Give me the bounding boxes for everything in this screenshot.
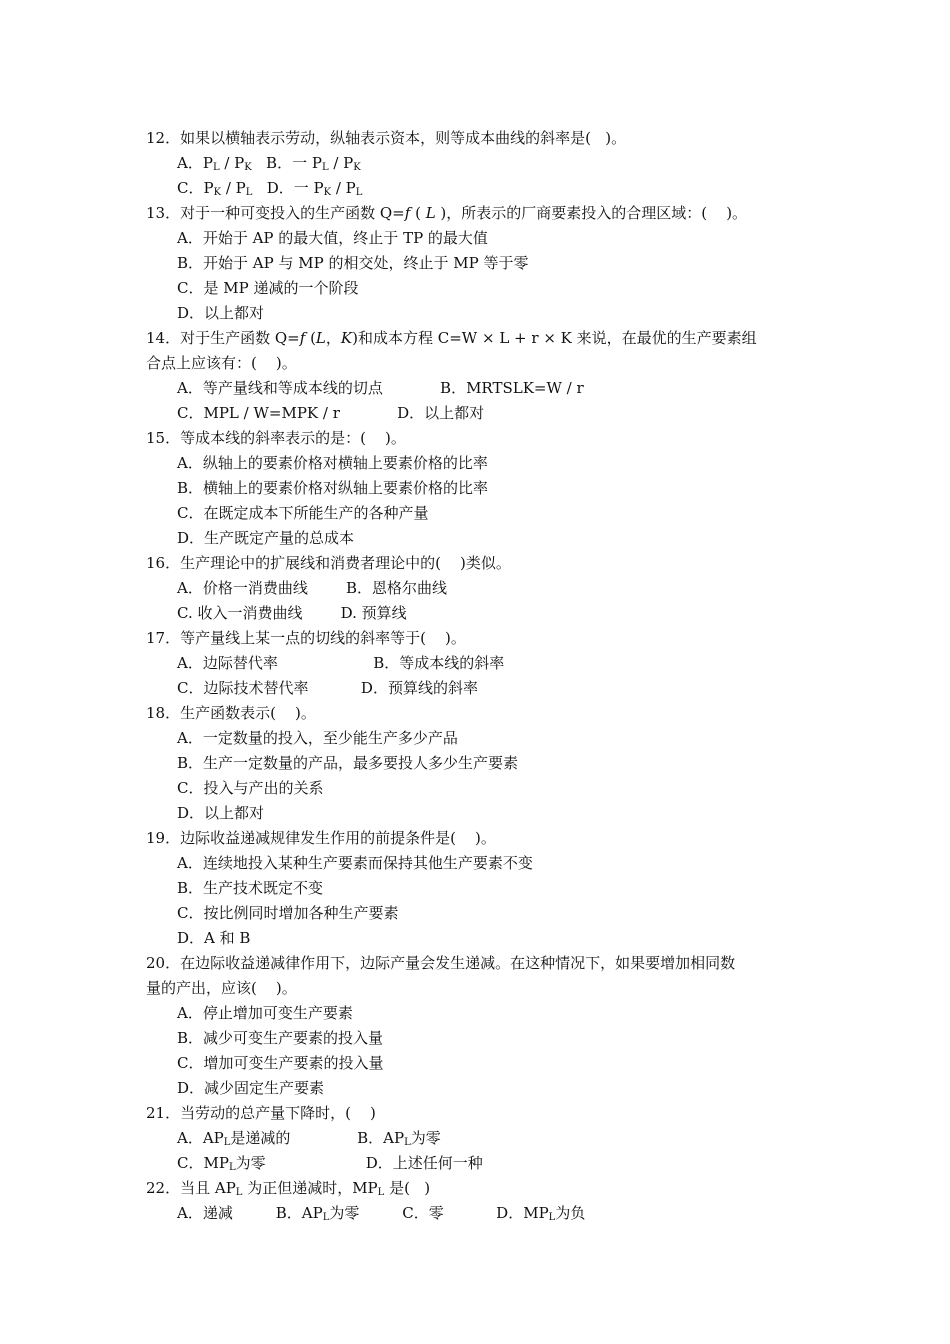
option-line: A．$P_L / P_K$ B．一 $P_L / P_K$ [177,154,361,173]
option-line: B．横轴上的要素价格对纵轴上要素价格的比率 [177,479,489,497]
option-line: C. 收入一消费曲线 D. 预算线 [177,604,407,622]
question-stem-continued: 量的产出，应该( )。 [146,979,297,997]
option-line: D．减少固定生产要素 [177,1079,325,1097]
question-stem: 18．生产函数表示( )。 [146,704,316,722]
option-line: C．边际技术替代率 D．预算线的斜率 [177,679,478,697]
option-line: C．增加可变生产要素的投入量 [177,1054,384,1072]
question-stem-continued: 合点上应该有：( )。 [146,354,297,372]
option-line: C．投入与产出的关系 [177,779,324,797]
option-line: A．边际替代率 B．等成本线的斜率 [177,654,505,672]
option-line: A．开始于 AP 的最大值，终止于 TP 的最大值 [177,229,488,247]
option-line: A．一定数量的投入，至少能生产多少产品 [177,729,458,747]
option-line: C．在既定成本下所能生产的各种产量 [177,504,429,522]
question-stem: 21．当劳动的总产量下降时，( ) [146,1104,376,1122]
option-line: A．连续地投入某种生产要素而保持其他生产要素不变 [177,854,533,872]
option-line: B．生产一定数量的产品，最多要投人多少生产要素 [177,754,519,772]
option-line: D．以上都对 [177,804,265,822]
option-line: B．减少可变生产要素的投入量 [177,1029,384,1047]
option-line: C．$P_K / P_L$ D．一 $P_K / P_L$ [177,179,363,198]
option-line: A．停止增加可变生产要素 [177,1004,353,1022]
option-line: A．$AP_L$是递减的 B．$AP_L$为零 [177,1129,441,1148]
question-stem: 19．边际收益递减规律发生作用的前提条件是( )。 [146,829,496,847]
option-line: C．MPL / W=MPK / r D．以上都对 [177,404,485,422]
option-line: A．递减 B．$AP_L$为零 C．零 D．$MP_L$为负 [177,1204,586,1223]
question-stem: 16．生产理论中的扩展线和消费者理论中的( )类似。 [146,554,511,572]
question-stem: 13．对于一种可变投入的生产函数 Q=f ( L )，所表示的厂商要素投入的合理区域：( )。 [146,204,748,222]
question-stem: 22．当且 $AP_L$ 为正但递减时，$MP_L$ 是( ) [146,1179,431,1198]
option-line: C．$MP_L$为零 D．上述任何一种 [177,1154,483,1173]
option-line: A．纵轴上的要素价格对横轴上要素价格的比率 [177,454,488,472]
question-stem: 17．等产量线上某一点的切线的斜率等于( )。 [146,629,466,647]
option-line: A．等产量线和等成本线的切点 B．MRTSLK=W / r [177,379,584,397]
option-line: C．按比例同时增加各种生产要素 [177,904,399,922]
option-line: D．A 和 B [177,929,251,947]
question-stem: 14．对于生产函数 Q=f (L，K)和成本方程 C=W × L + r × K 来说，在最优的生产要素组 [146,329,757,347]
option-line: B．生产技术既定不变 [177,879,324,897]
option-line: C．是 MP 递减的一个阶段 [177,279,359,297]
option-line: D．生产既定产量的总成本 [177,529,355,547]
question-stem: 15．等成本线的斜率表示的是：( )。 [146,429,406,447]
option-line: D．以上都对 [177,304,265,322]
question-stem: 12．如果以横轴表示劳动，纵轴表示资本，则等成本曲线的斜率是( )。 [146,129,627,147]
option-line: B．开始于 AP 与 MP 的相交处，终止于 MP 等于零 [177,254,529,272]
option-line: A．价格一消费曲线 B．恩格尔曲线 [177,579,448,597]
question-stem: 20．在边际收益递减律作用下，边际产量会发生递减。在这种情况下，如果要增加相同数 [146,954,736,972]
